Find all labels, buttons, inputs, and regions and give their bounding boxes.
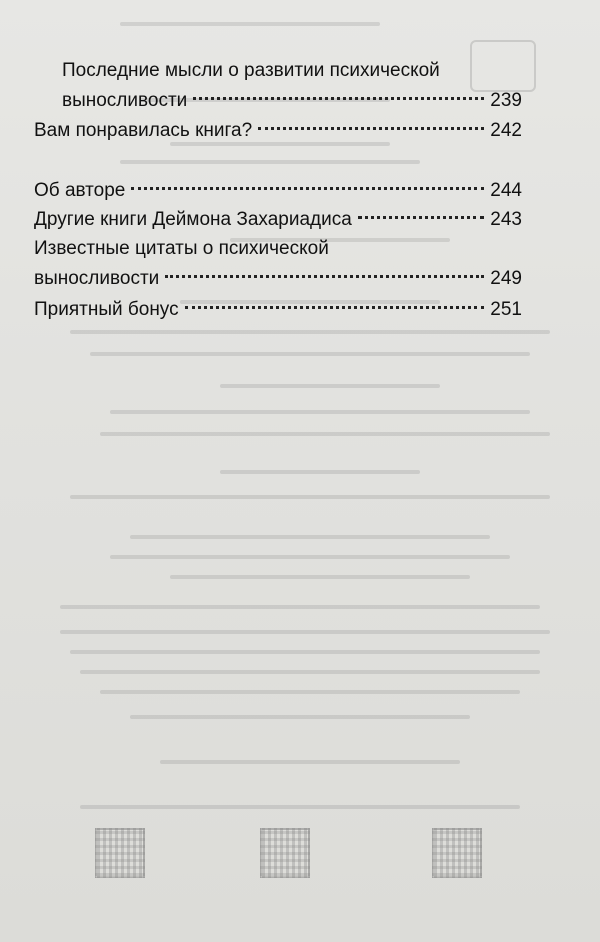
toc-entry[interactable]: [34, 297, 522, 323]
toc-page-number: 249: [490, 268, 522, 289]
toc-entry-title: Вам понравилась книга?: [34, 120, 253, 141]
toc-page-number: 251: [490, 299, 522, 320]
toc-entry-title: выносливости: [62, 90, 188, 111]
toc-entry[interactable]: [34, 178, 522, 204]
leader-dots: [185, 306, 485, 309]
toc-entry-line: [62, 58, 482, 84]
leader-dots: [193, 97, 484, 100]
leader-dots: [131, 187, 484, 190]
table-of-contents: [0, 0, 600, 340]
toc-entry-title: Приятный бонус: [34, 299, 179, 320]
leader-dots: [165, 275, 484, 278]
leader-dots: [258, 127, 484, 130]
toc-entry[interactable]: [34, 207, 522, 233]
qr-code-ghost: [260, 828, 310, 878]
toc-entry[interactable]: [34, 118, 522, 144]
leader-dots: [358, 216, 485, 219]
toc-entry-title: Об авторе: [34, 180, 126, 201]
toc-entry-title: Последние мысли о развитии психической: [62, 60, 440, 81]
toc-page-number: 244: [490, 180, 522, 201]
toc-entry-title: выносливости: [34, 268, 160, 289]
toc-page-number: 242: [490, 120, 522, 141]
qr-code-ghost: [432, 828, 482, 878]
qr-code-ghost: [95, 828, 145, 878]
toc-entry-title: Другие книги Деймона Захариадиса: [34, 209, 352, 230]
toc-entry-line: [34, 236, 454, 262]
toc-entry[interactable]: [34, 266, 522, 292]
toc-entry-title: Известные цитаты о психической: [34, 238, 329, 259]
toc-entry[interactable]: [62, 88, 522, 114]
toc-page-number: 243: [490, 209, 522, 230]
toc-page-number: 239: [490, 90, 522, 111]
